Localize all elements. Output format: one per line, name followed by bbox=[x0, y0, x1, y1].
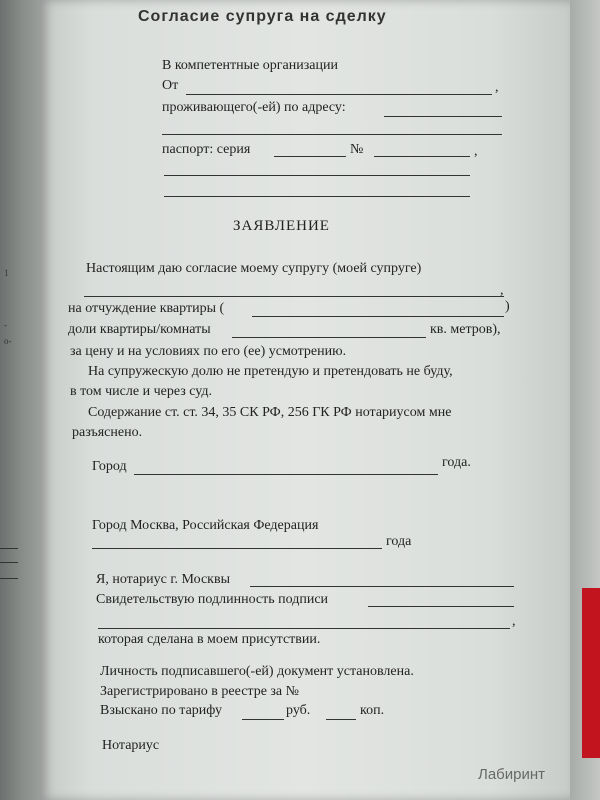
left-page-mark: 1 bbox=[4, 268, 9, 278]
notarial-city-line: Город Москва, Российская Федерация bbox=[92, 518, 319, 533]
signatory-field-continued[interactable] bbox=[98, 628, 510, 629]
from-field[interactable] bbox=[186, 94, 492, 95]
area-field[interactable] bbox=[232, 337, 426, 338]
apartment-address-field[interactable] bbox=[252, 316, 504, 317]
city-label: Город bbox=[92, 459, 127, 474]
claim-text-2: в том числе и через суд. bbox=[70, 384, 213, 399]
city-year-label: года. bbox=[442, 455, 471, 470]
passport-issued-field[interactable] bbox=[164, 175, 470, 176]
alienation-text: на отчуждение квартиры ( bbox=[68, 301, 225, 316]
passport-number-label: № bbox=[350, 142, 364, 157]
document-title: Согласие супруга на сделку bbox=[138, 8, 387, 25]
passport-series-field[interactable] bbox=[274, 156, 346, 157]
share-text: доли квартиры/комнаты bbox=[68, 322, 211, 337]
left-page-rule bbox=[0, 578, 18, 579]
fee-kopecks-field[interactable] bbox=[326, 719, 356, 720]
address-field[interactable] bbox=[384, 116, 502, 117]
presence-text: которая сделана в моем присутствии. bbox=[98, 632, 321, 647]
notary-signature-label: Нотариус bbox=[102, 738, 160, 753]
left-page-mark: о- bbox=[4, 336, 12, 346]
claim-text-1: На супружескую долю не претендую и претендовать не буду, bbox=[88, 364, 453, 379]
rubles-label: руб. bbox=[286, 703, 311, 718]
labirint-watermark: Лабиринт bbox=[478, 766, 546, 783]
passport-number-field[interactable] bbox=[374, 156, 470, 157]
left-adjacent-page bbox=[0, 0, 40, 800]
passport-series-label: паспорт: серия bbox=[162, 142, 251, 157]
consent-text: Настоящим даю согласие моему супругу (моей супруге) bbox=[86, 261, 422, 276]
addressee-line: В компетентные организации bbox=[162, 58, 338, 73]
left-page-mark: - bbox=[4, 320, 7, 330]
sqm-text: кв. метров), bbox=[430, 322, 501, 337]
city-date-field[interactable] bbox=[134, 474, 438, 475]
red-bookmark-tab bbox=[582, 588, 600, 758]
notarial-date-field[interactable] bbox=[92, 548, 382, 549]
terms-text: за цену и на условиях по его (ее) усмотрению. bbox=[70, 344, 347, 359]
kopecks-label: коп. bbox=[360, 703, 385, 718]
explained-text-2: разъяснено. bbox=[72, 425, 143, 440]
from-label: От bbox=[162, 78, 179, 93]
spouse-name-field[interactable] bbox=[84, 296, 504, 297]
notary-name-field[interactable] bbox=[250, 586, 514, 587]
address-field-continued[interactable] bbox=[162, 134, 502, 135]
passport-issued-field-continued[interactable] bbox=[164, 196, 470, 197]
document-page bbox=[40, 0, 570, 800]
notarial-year-label: года bbox=[386, 534, 412, 549]
statement-heading: ЗАЯВЛЕНИЕ bbox=[233, 218, 330, 234]
fee-label: Взыскано по тарифу bbox=[100, 703, 222, 718]
signatory-field[interactable] bbox=[368, 606, 514, 607]
notary-label: Я, нотариус г. Москвы bbox=[96, 572, 230, 587]
left-page-rule bbox=[0, 562, 18, 563]
fee-rubles-field[interactable] bbox=[242, 719, 284, 720]
identity-text: Личность подписавшего(-ей) документ установлена. bbox=[100, 664, 414, 679]
certify-label: Свидетельствую подлинность подписи bbox=[96, 592, 329, 607]
explained-text-1: Содержание ст. ст. 34, 35 СК РФ, 256 ГК РФ нотариусом мне bbox=[88, 405, 452, 420]
residence-label: проживающего(-ей) по адресу: bbox=[162, 100, 346, 115]
left-page-rule bbox=[0, 548, 18, 549]
registry-label: Зарегистрировано в реестре за № bbox=[100, 684, 300, 699]
